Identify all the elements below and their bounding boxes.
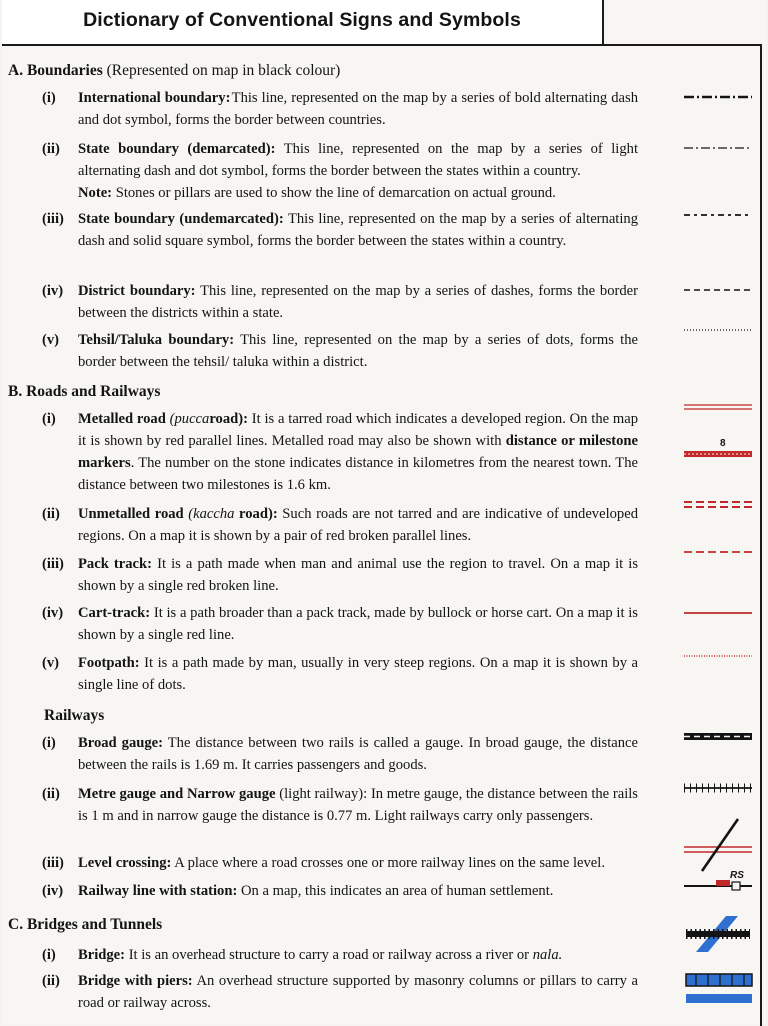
- bridge-with-piers-symbol: [682, 966, 754, 1006]
- item-term: Bridge:: [78, 947, 126, 963]
- bridge-symbol: [682, 914, 754, 954]
- page: [2, 0, 766, 1024]
- item-number: (iii): [42, 211, 64, 227]
- railways-heading: Railways: [44, 707, 105, 724]
- item-term: State boundary (demarcated):: [78, 141, 276, 157]
- item-text-italic: nala.: [532, 947, 563, 963]
- item-term: Unmetalled road: [78, 506, 184, 522]
- list-item: [42, 138, 642, 204]
- section-a-note: (Represented on map in black colour): [106, 62, 341, 79]
- list-item: [42, 783, 642, 849]
- cart-track-symbol: [682, 598, 754, 628]
- list-item: [42, 852, 642, 874]
- page-title: Dictionary of Conventional Signs and Symbols: [83, 9, 521, 31]
- list-item: [42, 970, 642, 1014]
- item-number: (ii): [42, 973, 60, 989]
- list-item: [42, 503, 642, 547]
- item-number: (iii): [42, 855, 64, 871]
- item-number: (v): [42, 655, 60, 671]
- item-number: (iv): [42, 883, 64, 899]
- list-item: [42, 87, 642, 131]
- item-text: This line, represented on the map by a series of dots, forms the border between the tehsil/ taluka within a district.: [78, 332, 638, 370]
- list-item: [42, 329, 642, 373]
- item-number: (ii): [42, 141, 60, 157]
- tehsil-boundary-symbol: [682, 315, 754, 345]
- station-label: RS: [730, 870, 744, 881]
- item-term: Bridge with piers:: [78, 973, 193, 989]
- item-text: It is a tarred road which indicates a developed region. On the map it is shown by red parallel lines. Metalled road may also be shown with: [78, 411, 639, 449]
- item-term-italic: (pucca: [169, 411, 210, 427]
- item-number: (ii): [42, 786, 60, 802]
- item-text: An overhead structure supported by masonry columns or pillars to carry a road or railway across.: [78, 973, 638, 1011]
- item-number: (ii): [42, 506, 60, 522]
- item-text: This line, represented on the map by a series of light alternating dash and dot symbol, forms the border between the states within a country.: [78, 141, 638, 179]
- pack-track-symbol: [682, 537, 754, 567]
- item-number: (iii): [42, 556, 64, 572]
- title-bar: [2, 0, 604, 46]
- note-text: Stones or pillars are used to show the line of demarcation on actual ground.: [115, 185, 556, 201]
- item-number: (iv): [42, 605, 64, 621]
- item-text: This line, represented on the map by a series of bold alternating dash and dot symbol, forms the border between countries.: [78, 90, 638, 128]
- item-term: Level crossing:: [78, 855, 172, 871]
- item-term-italic: (kaccha: [188, 506, 235, 522]
- list-item: [42, 652, 642, 696]
- metalled-road-symbol: [682, 393, 754, 423]
- list-item: [42, 280, 642, 324]
- item-term: Metalled road: [78, 411, 166, 427]
- unmetalled-road-symbol: [682, 490, 754, 520]
- list-item: [42, 732, 642, 776]
- level-crossing-symbol: [682, 815, 754, 873]
- item-number: (v): [42, 332, 60, 348]
- item-number: (i): [42, 411, 56, 427]
- item-term: Broad gauge:: [78, 735, 164, 751]
- item-term: International boundary:: [78, 90, 231, 106]
- broad-gauge-symbol: [682, 722, 754, 752]
- section-a-title: A. Boundaries: [8, 62, 103, 79]
- note-term: Note:: [78, 185, 113, 201]
- section-c-heading: C. Bridges and Tunnels: [8, 916, 163, 933]
- list-item: [42, 880, 642, 902]
- item-text: This line, represented on the map by a series of dashes, forms the border between the districts within a state.: [78, 283, 638, 321]
- item-term: District boundary:: [78, 283, 196, 299]
- item-text-end: . The number on the stone indicates distance in kilometres from the nearest town. The distance between two milestones is 1.6 km.: [78, 455, 638, 493]
- international-boundary-symbol: [682, 82, 754, 112]
- item-term-plain: (light railway):: [279, 786, 368, 802]
- item-term: Pack track:: [78, 556, 152, 572]
- item-number: (i): [42, 735, 56, 751]
- item-term: Railway line with station:: [78, 883, 238, 899]
- list-item: [42, 208, 642, 274]
- item-text: Such roads are not tarred and are indicative of undeveloped regions. On a map it is shown by a pair of red broken parallel lines.: [78, 506, 638, 544]
- item-text: This line, represented on the map by a series of alternating dash and solid square symbol, forms the border between the states within a country.: [78, 211, 639, 249]
- milestone-road-symbol: [682, 434, 754, 468]
- item-term-rest: road):: [209, 411, 248, 427]
- item-number: (iv): [42, 283, 64, 299]
- item-term: Footpath:: [78, 655, 140, 671]
- list-item: [42, 944, 642, 966]
- item-term: Cart-track:: [78, 605, 151, 621]
- item-text: It is an overhead structure to carry a road or railway across a river or: [128, 947, 530, 963]
- item-text: In metre gauge, the distance between the rails is 1 m and in narrow gauge the distance is 0.77 m. Light railways carry only passengers.: [78, 786, 638, 824]
- item-term: Metre gauge and Narrow gauge: [78, 786, 276, 802]
- district-boundary-symbol: [682, 275, 754, 305]
- metre-gauge-symbol: [682, 773, 754, 803]
- list-item: [42, 602, 642, 646]
- item-term-rest: road):: [239, 506, 278, 522]
- item-text: The distance between two rails is called a gauge. In broad gauge, the distance between the rails is 1.69 m. It carries passengers and goods.: [78, 735, 639, 773]
- item-text-bold: distance or milestone markers: [78, 433, 639, 471]
- item-number: (i): [42, 90, 56, 106]
- item-term: State boundary (undemarcated):: [78, 211, 284, 227]
- item-number: (i): [42, 947, 56, 963]
- section-a-heading: [8, 62, 340, 80]
- item-text: A place where a road crosses one or more railway lines on the same level.: [174, 855, 605, 871]
- item-text: It is a path made when man and animal use the region to travel. On a map it is shown by a single red broken line.: [78, 556, 638, 594]
- railway-station-symbol: [682, 866, 754, 894]
- state-boundary-undemarcated-symbol: [682, 200, 754, 230]
- state-boundary-demarcated-symbol: [682, 133, 754, 163]
- section-b-heading: B. Roads and Railways: [8, 383, 161, 400]
- item-text: On a map, this indicates an area of human settlement.: [240, 883, 554, 899]
- item-text: It is a path made by man, usually in very steep regions. On a map it is shown by a single line of dots.: [78, 655, 639, 693]
- list-item: [42, 408, 642, 496]
- item-text: It is a path broader than a pack track, made by bullock or horse cart. On a map it is shown by a single red line.: [78, 605, 638, 643]
- list-item: [42, 553, 642, 597]
- milestone-label: 8: [720, 438, 726, 449]
- item-term: Tehsil/Taluka boundary:: [78, 332, 235, 348]
- footpath-symbol: [682, 641, 754, 671]
